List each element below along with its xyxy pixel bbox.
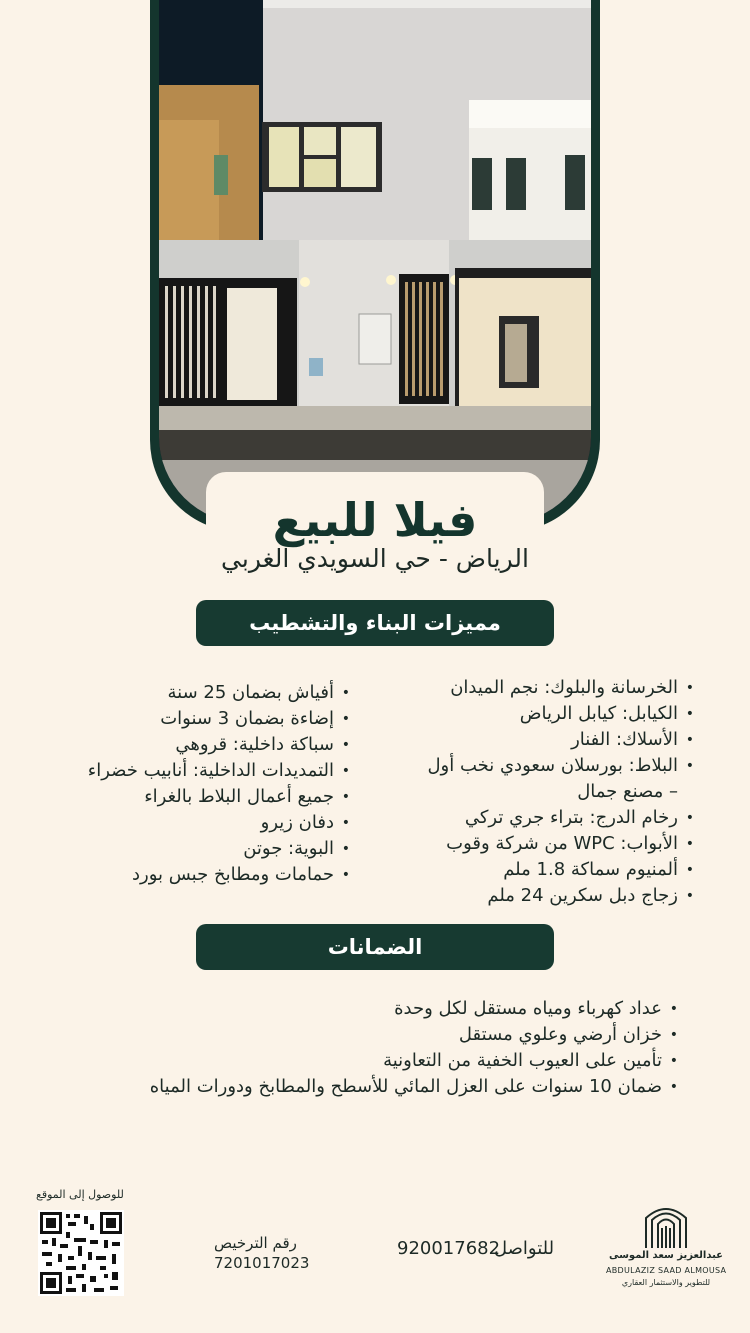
features-left-list xyxy=(88,680,350,888)
license-number: 7201017023 xyxy=(214,1254,310,1272)
list-item: • الكيابل: كيابل الرياض xyxy=(427,701,694,727)
list-item: • جميع أعمال البلاط بالغراء xyxy=(88,784,350,810)
hero-photo-frame xyxy=(150,0,600,532)
list-item: – مصنع جمال xyxy=(577,781,678,802)
list-item: • عداد كهرباء ومياه مستقل لكل وحدة xyxy=(150,996,678,1022)
company-logo xyxy=(606,1198,726,1298)
list-item: • ألمنيوم سماكة 1.8 ملم xyxy=(427,857,694,883)
list-item: • البلاط: بورسلان سعودي نخب أول xyxy=(427,753,694,779)
location-subtitle: الرياض - حي السويدي الغربي xyxy=(221,544,529,573)
license-label: رقم الترخيص xyxy=(214,1234,297,1252)
logo-name-en: ABDULAZIZ SAAD ALMOUSA xyxy=(606,1266,727,1275)
guarantees-heading-text: الضمانات xyxy=(327,935,423,959)
list-item: • الخرسانة والبلوك: نجم الميدان xyxy=(427,675,694,701)
villa-photo xyxy=(159,0,591,523)
page-title: فيلا للبيع xyxy=(272,493,478,547)
location-qr-code[interactable] xyxy=(38,1210,124,1296)
list-item: • حمامات ومطابخ جبس بورد xyxy=(88,862,350,888)
guarantees-heading xyxy=(196,924,554,970)
list-item: • خزان أرضي وعلوي مستقل xyxy=(150,1022,678,1048)
list-item: • التمديدات الداخلية: أنابيب خضراء xyxy=(88,758,350,784)
contact-label: للتواصل xyxy=(494,1238,555,1259)
logo-name-ar: عبدالعزيز سعد الموسى xyxy=(608,1250,724,1261)
logo-tagline: للتطوير والاستثمار العقاري xyxy=(621,1278,711,1287)
list-item: • زجاج دبل سكرين 24 ملم xyxy=(427,883,694,909)
list-item: • رخام الدرج: بتراء جري تركي xyxy=(427,805,694,831)
arch-logo-icon xyxy=(606,1198,726,1250)
features-heading-text: مميزات البناء والتشطيب xyxy=(249,611,501,635)
list-item: • البوية: جوتن xyxy=(88,836,350,862)
list-item: • تأمين على العيوب الخفية من التعاونية xyxy=(150,1048,678,1074)
list-item: • إضاءة بضمان 3 سنوات xyxy=(88,706,350,732)
contact-number[interactable]: 920017682 xyxy=(397,1238,501,1259)
list-item: • الأبواب: WPC من شركة وقوب xyxy=(427,831,694,857)
features-heading xyxy=(196,600,554,646)
list-item: • أفياش بضمان 25 سنة xyxy=(88,680,350,706)
list-item: • سباكة داخلية: قروهي xyxy=(88,732,350,758)
qr-caption: للوصول إلى الموقع xyxy=(36,1188,124,1201)
list-item: • ضمان 10 سنوات على العزل المائي للأسطح والمطابخ ودورات المياه xyxy=(150,1074,678,1100)
features-right-list xyxy=(427,675,694,909)
list-item: • الأسلاك: الفنار xyxy=(427,727,694,753)
list-item: • دفان زيرو xyxy=(88,810,350,836)
guarantees-list xyxy=(150,996,678,1100)
qr-code-icon xyxy=(38,1210,124,1296)
